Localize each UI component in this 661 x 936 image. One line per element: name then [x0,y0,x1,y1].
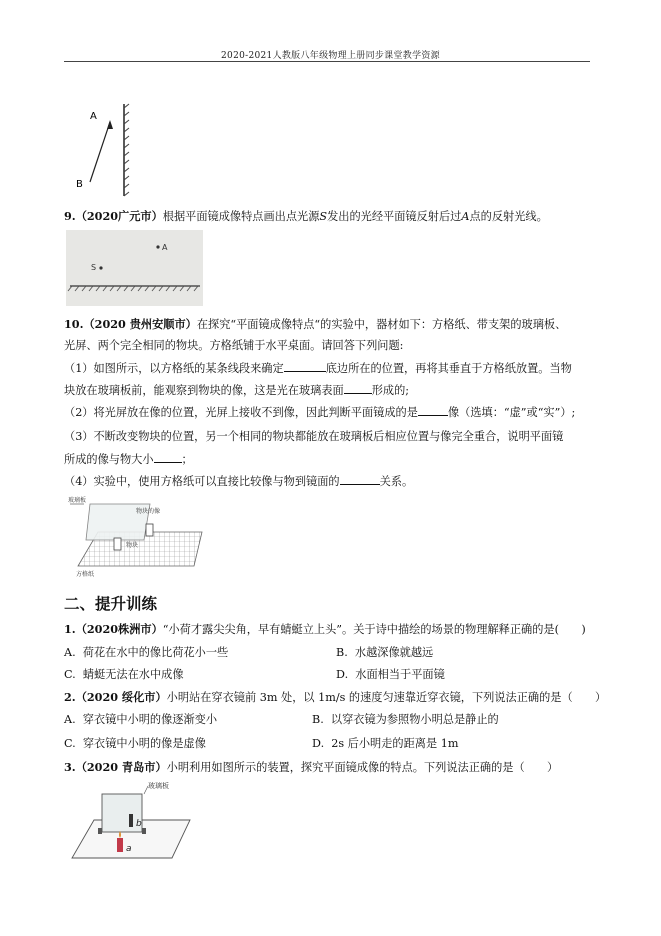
section2-question-2: 2.（2020 绥化市）小明站在穿衣镜前 3m 处，以 1m/s 的速度匀速靠近穿衣镜，下列说法正确的是（ ） [64,690,607,704]
section-title: 二、提升训练 [64,595,158,613]
q9-source: （2020广元市） [75,209,163,223]
answer-blank[interactable] [284,361,326,372]
answer-blank[interactable] [344,383,372,394]
option-c[interactable]: C. 穿衣镜中小明的像是虚像 [64,737,206,750]
option-d[interactable]: D. 2s 后小明走的距离是 1m [312,737,459,750]
option-d[interactable]: D. 水面相当于平面镜 [336,668,445,681]
q9-number: 9. [64,209,76,223]
q10-part1-line1: （1）如图所示，以方格纸的某条线段来确定 底边所在的位置，再将其垂直于方格纸放置。当物 [64,362,572,375]
option-c[interactable]: C. 蜻蜓无法在水中成像 [64,668,184,681]
question-9: 9.（2020广元市）根据平面镜成像特点画出点光源S发出的光经平面镜反射后过A点的反射光线。 [64,209,548,223]
light-source-figure [66,230,203,306]
object-block [114,538,121,550]
option-a[interactable]: A. 荷花在水中的像比荷花小一些 [64,646,229,659]
candle-a-label: a [126,844,132,854]
candle-mirror-figure [68,780,193,862]
q10-part4: （4）实验中，使用方格纸可以直接比较像与物到镜面的 关系。 [64,475,414,488]
candle-a [117,838,123,852]
object-image [146,524,153,536]
paper-label: 方格纸 [76,571,95,578]
question-10-intro-2: 光屏、两个完全相同的物块。方格纸铺于水平桌面。请回答下列问题: [64,339,404,352]
answer-blank[interactable] [340,474,380,485]
answer-blank[interactable] [154,452,182,463]
point-s-label: S [91,263,97,272]
object-label: 物块 [126,542,139,549]
mirror-arrow-figure [70,100,160,200]
arrow-ab [90,122,110,182]
header-rule [64,61,590,62]
candle-b-label: b [136,819,142,829]
section2-question-3: 3.（2020 青岛市）小明利用如图所示的装置，探究平面镜成像的特点。下列说法正确的是（ ） [64,760,559,774]
answer-blank[interactable] [418,405,448,416]
label-b: B [76,179,83,190]
arrow-head-icon [107,120,113,129]
glass-label: 玻璃板 [148,782,169,790]
q10-part3-line2: 所成的像与物大小 ； [64,453,193,466]
point-a-label: A [162,243,168,252]
option-b[interactable]: B. 以穿衣镜为参照物小明总是静止的 [312,713,499,726]
q10-part2: （2）将光屏放在像的位置，光屏上接收不到像，因此判断平面镜成的是 像（选填：“虚”或“实”）; [64,406,576,419]
page-header: 2020-2021人教版八年级物理上册同步课堂教学资源 [221,51,440,61]
option-b[interactable]: B. 水越深像就越远 [336,646,434,659]
q10-part1-line2: 块放在玻璃板前，能观察到物块的像，这是光在玻璃表面 形成的; [64,384,410,397]
image-label: 物块的像 [136,508,161,515]
grid-paper-experiment-figure [64,496,204,582]
label-a: A [90,111,97,122]
option-a[interactable]: A. 穿衣镜中小明的像逐渐变小 [64,713,218,726]
glass-label: 玻璃板 [68,497,87,504]
section2-question-1: 1.（2020株洲市）“小荷才露尖尖角，早有蜻蜓立上头”。关于诗中描绘的场景的物理解释正确的是( ) [64,622,586,636]
candle-b [129,814,133,827]
question-10-intro: 10.（2020 贵州安顺市）在探究“平面镜成像特点“的实验中，器材如下：方格纸、带支架的玻璃板、 [64,317,567,331]
q10-part3-line1: （3）不断改变物块的位置，另一个相同的物块都能放在玻璃板后相应位置与像完全重合，说明平面镜 [64,430,564,443]
